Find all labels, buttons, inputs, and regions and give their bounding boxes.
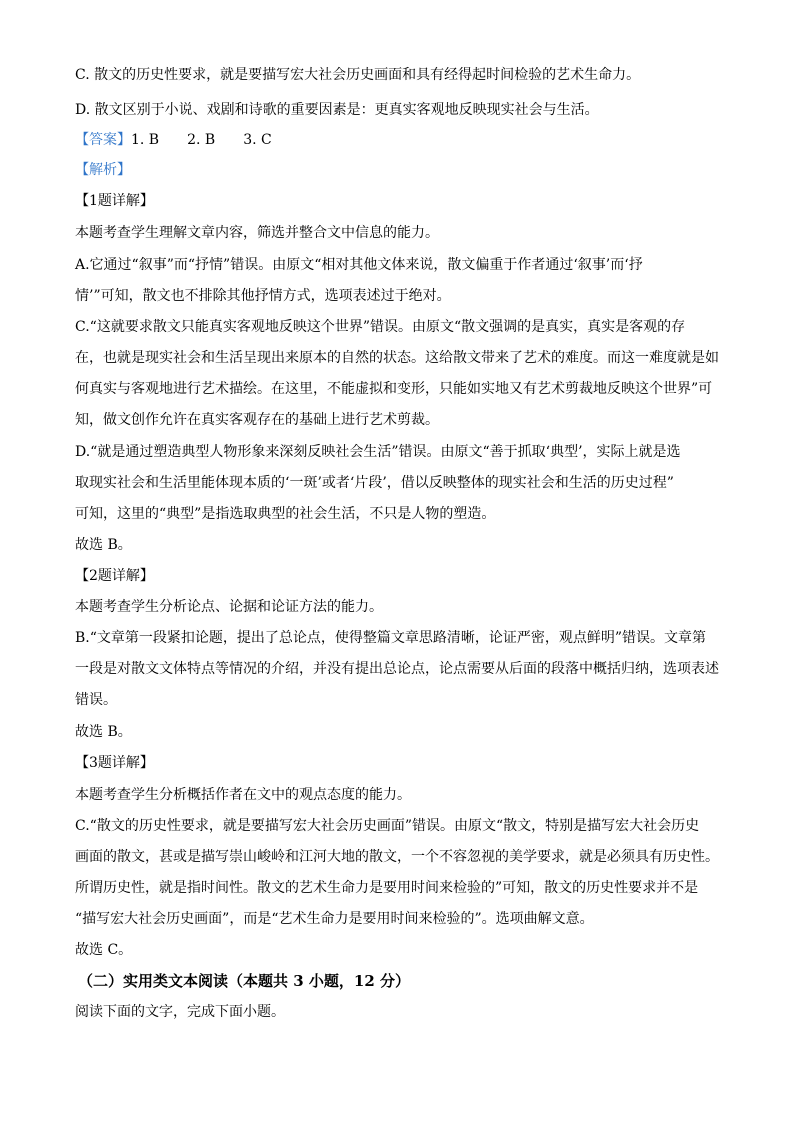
q1-d-line3: 可知，这里的“典型”是指选取典型的社会生活，不只是人物的塑造。 (75, 506, 496, 522)
answer-tag: 【答案】 (75, 132, 131, 148)
q1-c-line4: 知，做文创作允许在真实客观存在的基础上进行艺术剪裁。 (75, 412, 439, 428)
q3-heading: 【3题详解】 (75, 755, 154, 771)
q2-b-line3: 错误。 (75, 692, 117, 708)
q3-c-line3: 所谓历史性，就是指时间性。散文的艺术生命力是要用时间来检验的”可知，散文的历史性要求并不是 (75, 880, 699, 896)
q3-c-line1: C.“散文的历史性要求，就是要描写宏大社会历史画面”错误。由原文“散文，特别是描写宏大社会历史 (75, 818, 700, 834)
q2-intro: 本题考查学生分析论点、论据和论证方法的能力。 (75, 599, 383, 615)
answer-3: 3. C (243, 132, 272, 148)
q1-d-line2: 取现实社会和生活里能体现本质的‘一斑’或者‘片段’，借以反映整体的现实社会和生活的历史过程” (75, 475, 674, 491)
q1-conclusion: 故选 B。 (75, 537, 132, 553)
q2-b-line2: 一段是对散文文体特点等情况的介绍，并没有提出总论点，论点需要从后面的段落中概括归纳，选项表述 (75, 661, 719, 677)
section-heading: （二）实用类文本阅读（本题共 3 小题，12 分） (78, 972, 410, 990)
q1-c-line2: 在，也就是现实社会和生活呈现出来原本的自然的状态。这给散文带来了艺术的难度。而这一难度就是如 (75, 350, 719, 366)
q1-heading: 【1题详解】 (75, 193, 154, 209)
option-c-text: C. 散文的历史性要求，就是要描写宏大社会历史画面和具有经得起时间检验的艺术生命力。 (75, 67, 641, 83)
q3-conclusion: 故选 C。 (75, 942, 133, 958)
analysis-tag: 【解析】 (75, 162, 131, 178)
answer-1: 1. B (131, 132, 160, 148)
q3-c-line4: “描写宏大社会历史画面”，而是“艺术生命力是要用时间来检验的”。选项曲解文意。 (75, 911, 594, 927)
q2-b-line1: B.“文章第一段紧扣论题，提出了总论点，使得整篇文章思路清晰，论证严密，观点鲜明”错误。文章第 (75, 630, 707, 646)
option-d-text: D. 散文区别于小说、戏剧和诗歌的重要因素是：更真实客观地反映现实社会与生活。 (75, 102, 599, 118)
q1-d-line1: D.“就是通过塑造典型人物形象来深刻反映社会生活”错误。由原文“善于抓取‘典型’，实际上就是选 (75, 444, 681, 460)
q1-c-line1: C.“这就要求散文只能真实客观地反映这个世界”错误。由原文“散文强调的是真实，真实是客观的存 (75, 319, 686, 335)
q1-a-line2: 情’”可知，散文也不排除其他抒情方式，选项表述过于绝对。 (75, 288, 451, 304)
q1-a-line1: A.它通过“叙事”而“抒情”错误。由原文“相对其他文体来说，散文偏重于作者通过‘叙事’而‘抒 (75, 257, 643, 273)
answer-2: 2. B (187, 132, 216, 148)
q3-c-line2: 画面的散文，甚或是描写崇山峻岭和江河大地的散文，一个不容忽视的美学要求，就是必须具有历史性。 (75, 849, 719, 865)
q3-intro: 本题考查学生分析概括作者在文中的观点态度的能力。 (75, 787, 411, 803)
q2-heading: 【2题详解】 (75, 568, 154, 584)
q1-intro: 本题考查学生理解文章内容，筛选并整合文中信息的能力。 (75, 225, 439, 241)
q2-conclusion: 故选 B。 (75, 724, 132, 740)
q1-c-line3: 何真实与客观地进行艺术描绘。在这里，不能虚拟和变形，只能如实地又有艺术剪裁地反映这个世界”可 (75, 381, 713, 397)
answer-line (75, 131, 272, 149)
section-instruction: 阅读下面的文字，完成下面小题。 (75, 1004, 285, 1020)
